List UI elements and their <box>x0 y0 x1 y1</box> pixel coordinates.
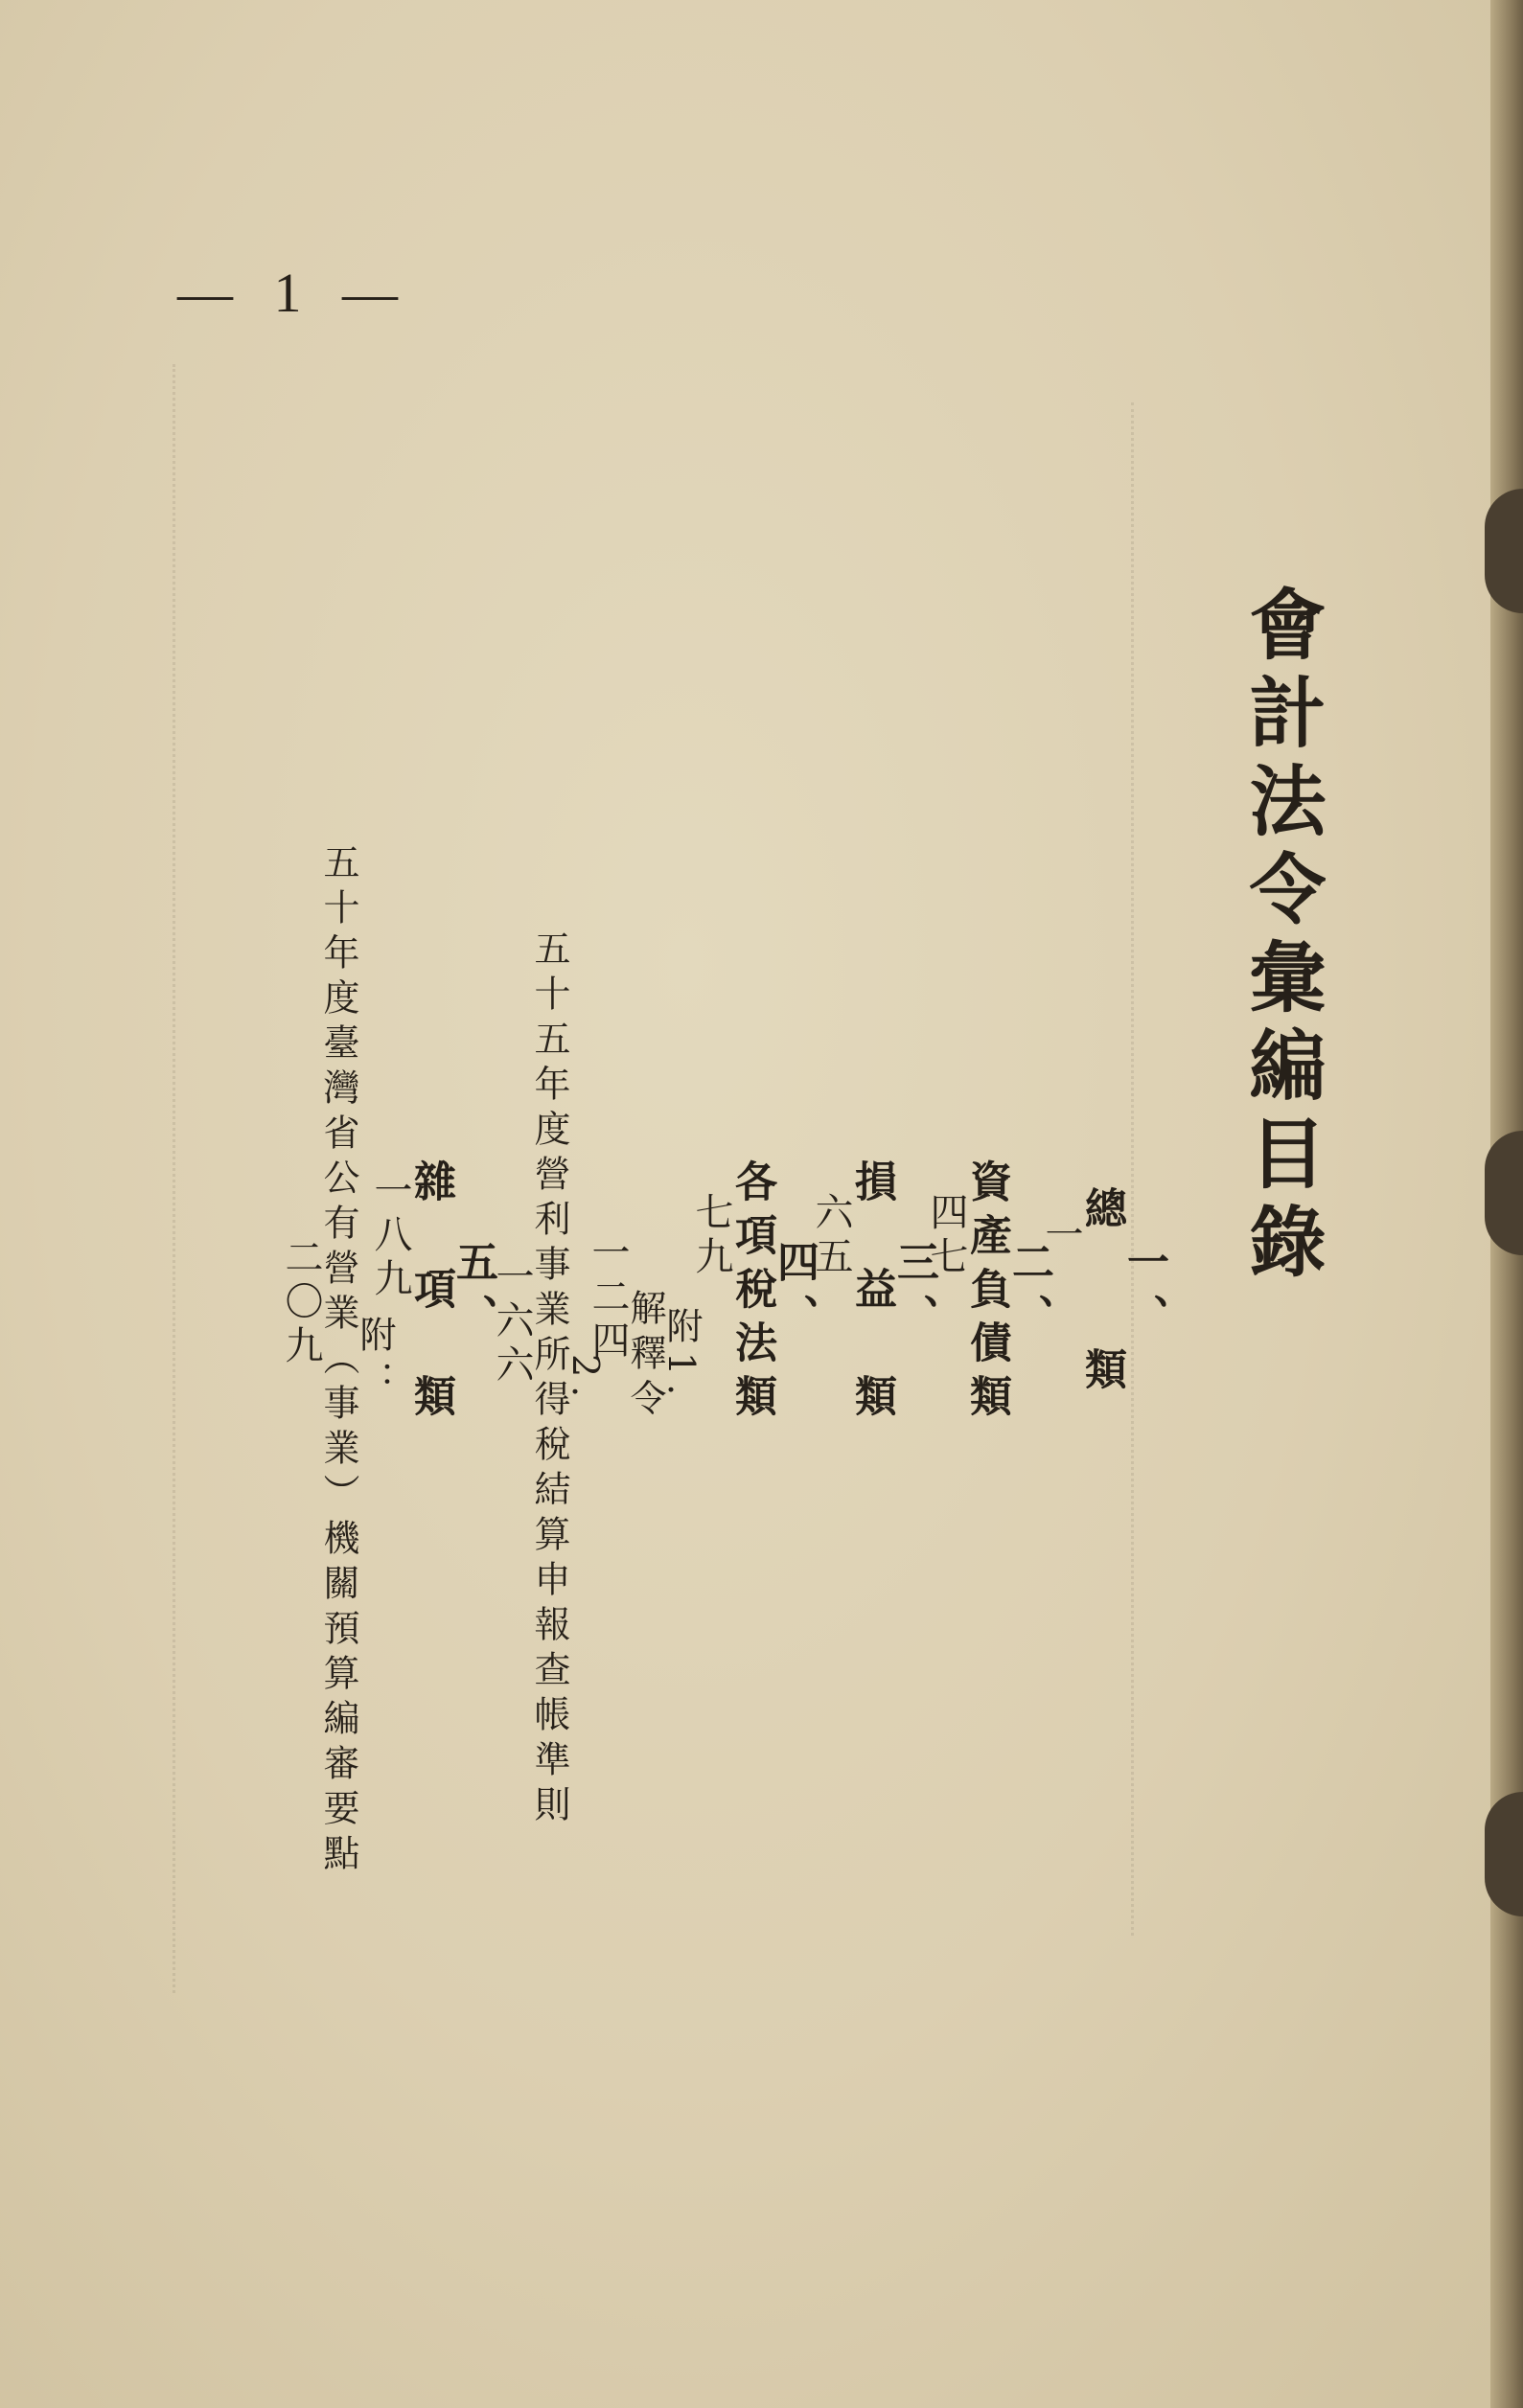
toc-entry-assets-liabilities[interactable] <box>924 345 1053 2242</box>
spine-notch <box>1485 1792 1523 1916</box>
toc-entry-number: 一、 <box>1119 1240 1168 1347</box>
bleed-through-mark <box>173 364 214 1993</box>
page-number: — 1 — <box>177 262 411 324</box>
toc-entry-miscellaneous[interactable] <box>368 345 497 2242</box>
toc-entry-number: 三、 <box>889 1240 938 1347</box>
toc-entry-label: 總 類 <box>1077 1186 1126 1401</box>
toc-entry-page: 一二四 <box>586 1232 630 1365</box>
toc-entry-general[interactable] <box>1039 345 1168 2242</box>
toc-entry-label: 解釋令 <box>624 1288 666 1424</box>
toc-entry-page: 七九 <box>689 1192 733 1280</box>
toc-entry-profit-loss[interactable] <box>809 345 938 2242</box>
toc-entry-tax-laws[interactable] <box>689 345 819 2242</box>
page-title: 會計法令彙編目錄 <box>1236 585 1327 1290</box>
toc-entry-label: 五十年度臺灣省公有營業（事業）機關預算編審要點 <box>317 842 359 1879</box>
toc-entry-page: 二〇九 <box>279 1237 323 1369</box>
toc-entry-number: 四、 <box>770 1240 819 1347</box>
spine-notch <box>1485 1131 1523 1255</box>
toc-entry-label: 五十五年度營利事業所得稅結算申報查帳準則 <box>528 929 570 1830</box>
toc-entry-label: 各項稅法類 <box>727 1159 776 1428</box>
toc-entry-page: 一六六 <box>490 1256 534 1388</box>
toc-entry-page: 四七 <box>924 1192 968 1280</box>
toc-subentry-interpretations[interactable] <box>586 470 703 2242</box>
toc-entry-label: 損 益 類 <box>847 1159 896 1428</box>
toc-entry-number: 附1. <box>660 1307 703 1405</box>
toc-entry-number: 五、 <box>449 1240 497 1347</box>
toc-entry-page: 一 <box>1039 1214 1083 1258</box>
toc-entry-page: 六五 <box>809 1192 853 1280</box>
toc-subentry-audit-rules[interactable] <box>490 517 607 2242</box>
toc-entry-label: 雜 項 類 <box>406 1159 455 1428</box>
toc-entry-label: 資產負債類 <box>962 1159 1011 1428</box>
toc-entry-number: 二、 <box>1004 1240 1053 1347</box>
toc-entry-page: 一八九 <box>368 1170 412 1302</box>
toc-entry-number: 附： <box>354 1316 396 1406</box>
spine-notch <box>1485 489 1523 613</box>
toc-appendix-budget-guidelines[interactable] <box>279 479 396 2242</box>
toc-entry-number: 2. <box>565 1353 607 1407</box>
